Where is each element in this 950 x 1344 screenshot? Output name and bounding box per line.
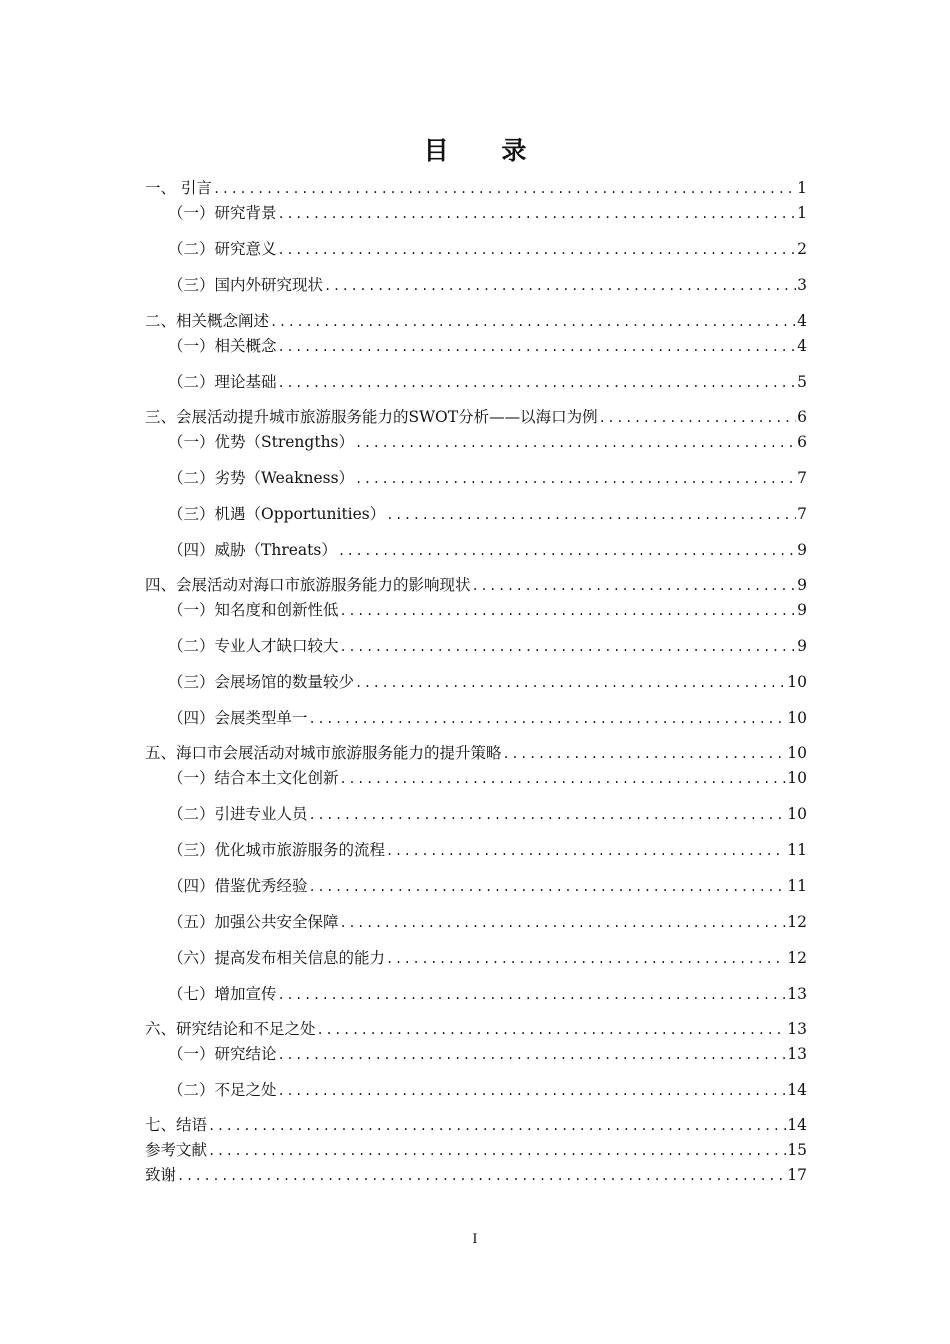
toc-entry-label: （一）优势（Strengths）: [168, 433, 355, 451]
toc-entry-page: 9: [797, 576, 807, 594]
toc-entry-label: （七）增加宣传: [168, 985, 277, 1003]
toc-entry[interactable]: [168, 431, 807, 453]
toc-entry-page: 4: [797, 337, 807, 355]
toc-entry-page: 6: [797, 408, 807, 426]
toc-leader-dots: [278, 372, 797, 394]
toc-entry[interactable]: [145, 1114, 807, 1136]
toc-entry[interactable]: [168, 803, 807, 825]
toc-leader-dots: [309, 804, 787, 826]
toc-entry-label: 三、会展活动提升城市旅游服务能力的SWOT分析——以海口为例: [145, 408, 598, 426]
toc-entry[interactable]: [168, 767, 807, 789]
toc-entry[interactable]: [145, 574, 807, 596]
toc-leader-dots: [278, 984, 787, 1006]
toc-entry-label: （二）不足之处: [168, 1081, 277, 1099]
toc-entry-label: （二）理论基础: [168, 373, 277, 391]
toc-leader-dots: [386, 948, 786, 970]
toc-entry-page: 17: [787, 1166, 807, 1184]
toc-entry-label: （二）劣势（Weakness）: [168, 469, 355, 487]
toc-entry[interactable]: [145, 310, 807, 332]
toc-leader-dots: [338, 540, 796, 562]
toc-entry[interactable]: [168, 503, 807, 525]
toc-entry[interactable]: [145, 177, 807, 199]
toc-leader-dots: [177, 1165, 786, 1187]
toc-entry-page: 12: [787, 949, 807, 967]
toc-leader-dots: [278, 336, 797, 358]
toc-entry[interactable]: [168, 671, 807, 693]
toc-entry-page: 13: [787, 1045, 807, 1063]
toc-entry[interactable]: [168, 635, 807, 657]
toc-entry-label: （三）优化城市旅游服务的流程: [168, 841, 386, 859]
toc-leader-dots: [340, 600, 797, 622]
toc-entry-page: 9: [797, 637, 807, 655]
toc-entry-label: （一）结合本土文化创新: [168, 769, 339, 787]
toc-entry-page: 12: [787, 913, 807, 931]
toc-entry-label: 六、研究结论和不足之处: [145, 1020, 316, 1038]
toc-entry-page: 9: [797, 601, 807, 619]
table-of-contents: [145, 0, 807, 1200]
toc-entry-label: （二）专业人才缺口较大: [168, 637, 339, 655]
toc-leader-dots: [278, 1044, 787, 1066]
toc-leader-dots: [355, 468, 796, 490]
toc-entry-page: 9: [797, 541, 807, 559]
toc-entry-label: （二）引进专业人员: [168, 805, 308, 823]
toc-entry-label: （一）研究背景: [168, 204, 277, 222]
toc-entry-page: 7: [797, 505, 807, 523]
toc-leader-dots: [355, 432, 796, 454]
toc-entry[interactable]: [145, 1018, 807, 1040]
toc-entry[interactable]: [168, 238, 807, 260]
toc-leader-dots: [278, 239, 797, 261]
toc-entry-page: 10: [787, 709, 807, 727]
toc-entry[interactable]: [168, 335, 807, 357]
toc-entry-label: （六）提高发布相关信息的能力: [168, 949, 386, 967]
toc-entry-label: 参考文献: [145, 1141, 208, 1159]
toc-entry-label: 七、结语: [145, 1116, 208, 1134]
toc-entry-label: （二）研究意义: [168, 240, 277, 258]
page-number: I: [472, 1232, 478, 1247]
toc-entry-label: （三）会展场馆的数量较少: [168, 673, 355, 691]
toc-entry-label: （三）机遇（Opportunities）: [168, 505, 386, 523]
toc-entry-label: （一）研究结论: [168, 1045, 277, 1063]
toc-leader-dots: [355, 672, 786, 694]
toc-entry[interactable]: [168, 911, 807, 933]
toc-entry[interactable]: [168, 599, 807, 621]
toc-entry-label: 五、海口市会展活动对城市旅游服务能力的提升策略: [145, 744, 502, 762]
toc-entry[interactable]: [145, 742, 807, 764]
toc-leader-dots: [208, 1115, 786, 1137]
toc-entry-page: 1: [797, 204, 807, 222]
toc-leader-dots: [278, 1080, 787, 1102]
toc-entry-label: （三）国内外研究现状: [168, 276, 324, 294]
toc-leader-dots: [324, 275, 796, 297]
toc-leader-dots: [208, 1140, 786, 1162]
toc-leader-dots: [503, 743, 787, 765]
toc-leader-dots: [309, 708, 787, 730]
toc-leader-dots: [386, 840, 786, 862]
toc-entry-page: 15: [787, 1141, 807, 1159]
toc-entry-page: 7: [797, 469, 807, 487]
toc-entry[interactable]: [168, 467, 807, 489]
toc-entry-page: 10: [787, 805, 807, 823]
toc-entry-label: 一、 引言: [145, 179, 212, 197]
toc-entry-label: （四）会展类型单一: [168, 709, 308, 727]
toc-entry-label: （五）加强公共安全保障: [168, 913, 339, 931]
toc-entry-label: 致谢: [145, 1166, 177, 1184]
toc-entry-page: 14: [787, 1081, 807, 1099]
toc-entry-page: 6: [797, 433, 807, 451]
toc-entry[interactable]: [145, 1139, 807, 1161]
toc-entry[interactable]: [168, 839, 807, 861]
toc-entry-page: 2: [797, 240, 807, 258]
toc-leader-dots: [340, 636, 797, 658]
toc-entry-page: 10: [787, 769, 807, 787]
toc-entry-page: 3: [797, 276, 807, 294]
toc-leader-dots: [386, 504, 796, 526]
toc-entry-label: （一）知名度和创新性低: [168, 601, 339, 619]
toc-entry[interactable]: [168, 1043, 807, 1065]
toc-entry-page: 13: [787, 1020, 807, 1038]
toc-entry-page: 10: [787, 673, 807, 691]
toc-entry-page: 14: [787, 1116, 807, 1134]
toc-entry-page: 5: [797, 373, 807, 391]
toc-entry-page: 1: [797, 179, 807, 197]
toc-entry-label: （四）借鉴优秀经验: [168, 877, 308, 895]
toc-entry[interactable]: [168, 274, 807, 296]
toc-entry[interactable]: [168, 947, 807, 969]
toc-leader-dots: [340, 768, 787, 790]
toc-leader-dots: [278, 203, 797, 225]
toc-leader-dots: [270, 311, 796, 333]
toc-entry[interactable]: [168, 539, 807, 561]
toc-leader-dots: [599, 407, 797, 429]
toc-entry-label: （四）威胁（Threats）: [168, 541, 337, 559]
toc-entry-page: 11: [787, 841, 807, 859]
toc-leader-dots: [472, 575, 797, 597]
toc-entry-label: 二、相关概念阐述: [145, 312, 270, 330]
toc-leader-dots: [213, 178, 796, 200]
toc-entry[interactable]: [145, 406, 807, 428]
toc-leader-dots: [317, 1019, 787, 1041]
toc-entry[interactable]: [145, 1164, 807, 1186]
toc-entry[interactable]: [168, 983, 807, 1005]
toc-entry-page: 11: [787, 877, 807, 895]
toc-entry[interactable]: [168, 875, 807, 897]
toc-entry[interactable]: [168, 202, 807, 224]
toc-entry[interactable]: [168, 707, 807, 729]
toc-entry[interactable]: [168, 371, 807, 393]
toc-entry-page: 10: [787, 744, 807, 762]
page-title: 目 录: [423, 136, 549, 165]
toc-entry-label: 四、会展活动对海口市旅游服务能力的影响现状: [145, 576, 471, 594]
toc-entry-label: （一）相关概念: [168, 337, 277, 355]
toc-leader-dots: [309, 876, 787, 898]
toc-entry-page: 13: [787, 985, 807, 1003]
toc-entry-page: 4: [797, 312, 807, 330]
toc-leader-dots: [340, 912, 787, 934]
toc-entry[interactable]: [168, 1079, 807, 1101]
